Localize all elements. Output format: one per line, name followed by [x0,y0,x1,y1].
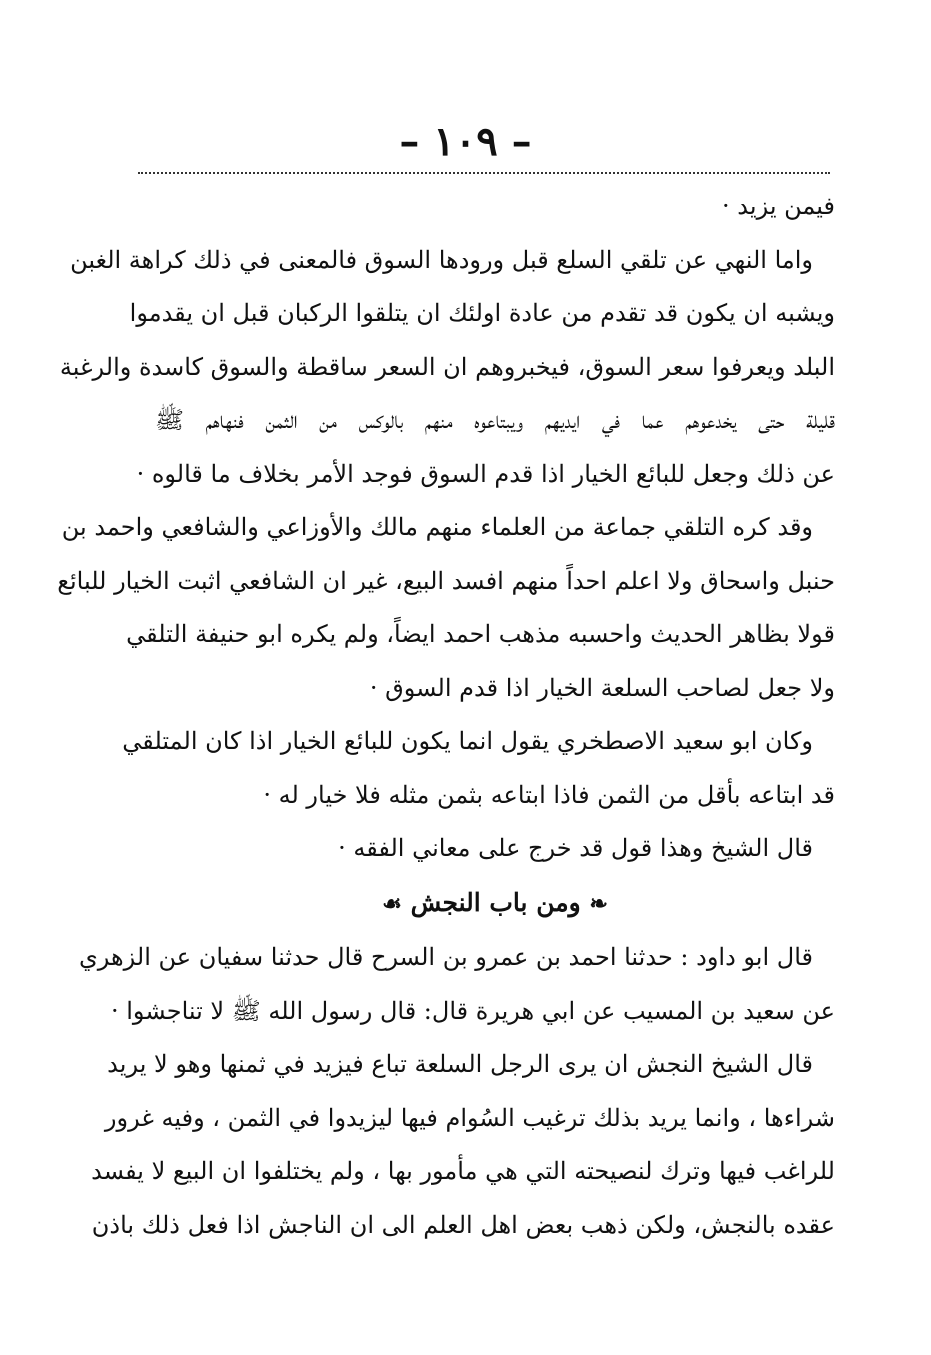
text-line: ويشبه ان يكون قد تقدم من عادة اولئك ان يتلقوا الركبان قبل ان يقدموا [129,299,835,327]
header-rule [138,172,830,174]
text-line: ولا جعل لصاحب السلعة الخيار اذا قدم السوق · [369,673,835,702]
text-line: قد ابتاعه بأقل من الثمن فاذا ابتاعه بثمن مثله فلا خيار له · [263,780,835,809]
text-line: قليلة حتى يخدعوهم عما في ايديهم ويبتاعوه منهم بالوكس من الثمن فنهاهم ﷺ [155,406,835,434]
ornament-icon: ❧ [589,890,608,917]
section-heading-text: ومن باب النجش [410,887,581,917]
text-line: عقده بالنجش، ولكن ذهب بعض اهل العلم الى ان الناجش اذا فعل ذلك باذن [91,1210,835,1239]
text-line: فيمن يزيد · [722,192,835,220]
ornament-icon: ☙ [382,890,402,917]
body-text [57,180,835,1252]
text-line: عن ذلك وجعل للبائع الخيار اذا قدم السوق فوجد الأمر بخلاف ما قالوه · [136,459,835,488]
text-line: وكان ابو سعيد الاصطخري يقول انما يكون للبائع الخيار اذا كان المتلقي [122,727,813,755]
text-line: حنبل واسحاق ولا اعلم احداً منهم افسد البيع، غير ان الشافعي اثبت الخيار للبائع [57,566,835,595]
text-line: شراءها ، وانما يريد بذلك ترغيب السُوام فيها ليزيدوا في الثمن ، وفيه غرور [104,1103,835,1132]
text-line: وقد كره التلقي جماعة من العلماء منهم مالك والأوزاعي والشافعي واحمد بن [61,513,813,541]
text-line: قال الشيخ وهذا قول قد خرج على معاني الفقه · [338,834,813,862]
section-heading [155,876,835,932]
text-line: واما النهي عن تلقي السلع قبل ورودها السوق فالمعنى في ذلك كراهة الغبن [70,245,813,274]
text-line: للراغب فيها وترك لنصيحته التي هي مأمور بها ، ولم يختلفوا ان البيع لا يفسد [91,1157,835,1185]
page-number: – ١٠٩ – [399,118,532,165]
text-line: عن سعيد بن المسيب عن ابي هريرة قال: قال رسول الله ﷺ لا تناجشوا · [111,996,835,1025]
text-line: قولا بظاهر الحديث واحسبه مذهب احمد ايضاً، ولم يكره ابو حنيفة التلقي [126,620,835,648]
text-line: البلد ويعرفوا سعر السوق، فيخبروهم ان السعر ساقطة والسوق كاسدة والرغبة [59,352,835,381]
text-line: قال الشيخ النجش ان يرى الرجل السلعة تباع فيزيد في ثمنها وهو لا يريد [107,1050,813,1078]
text-line: قال ابو داود : حدثنا احمد بن عمرو بن السرح قال حدثنا سفيان عن الزهري [78,943,813,971]
